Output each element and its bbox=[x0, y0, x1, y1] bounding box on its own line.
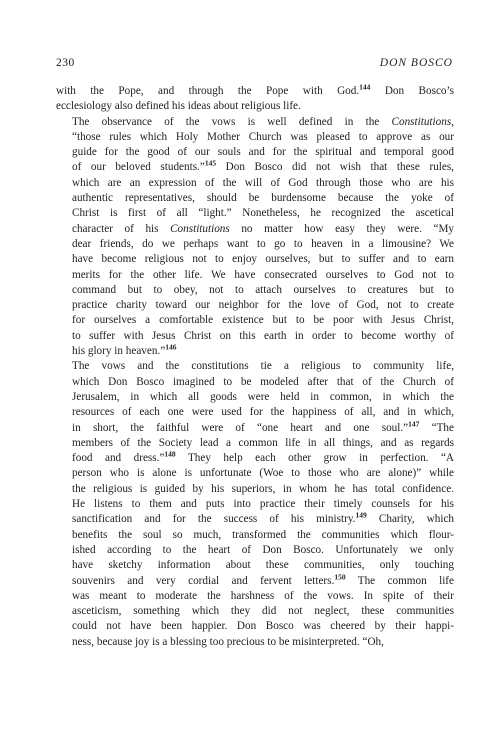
text-line: merits for the other life. We have consecrated ourselves to God not to bbox=[72, 268, 454, 281]
text-line: members of the Society lead a common life in all things, and as regards bbox=[72, 436, 454, 449]
italic-title: Constitutions bbox=[391, 115, 452, 128]
text-line: was meant to moderate the harshness of the vows. In spite of their bbox=[72, 589, 454, 602]
paragraph bbox=[56, 115, 454, 360]
text-line: the religious is guided by his superiors, in whom he has total confidence. bbox=[72, 482, 454, 495]
text-line: The vows and the constitutions tie a religious to community life, bbox=[72, 360, 454, 373]
page-number: 230 bbox=[56, 57, 75, 69]
text-line: for ourselves a comfortable existence but to be poor with Jesus Christ, bbox=[72, 314, 454, 327]
footnote-ref: 150 bbox=[334, 573, 346, 581]
paragraph bbox=[56, 359, 454, 650]
page-header bbox=[56, 57, 453, 73]
text-line: benefits the soul so much, transformed the communities which flour- bbox=[72, 528, 454, 541]
footnote-ref: 146 bbox=[165, 344, 177, 352]
text-line: command but to obey, not to attach ourselves to creatures but to bbox=[72, 283, 454, 296]
footnote-ref: 145 bbox=[204, 160, 217, 168]
footnote-ref: 148 bbox=[164, 451, 176, 459]
text-line: person who is alone is unfortunate (Woe to those who are alone)” while bbox=[72, 467, 454, 480]
text-line: in short, the faithful were of “one heart and one soul.”$^{147}$ “The bbox=[72, 420, 454, 434]
text-line: of our beloved students.”$^{145}$ Don Bosco did not wish that these rules, bbox=[72, 160, 454, 174]
text-line: guide for the good of our souls and for the spiritual and temporal good bbox=[72, 146, 454, 159]
footnote-ref: 144 bbox=[359, 84, 371, 92]
text-line: practice charity toward our neighbor for the love of God, not to create bbox=[72, 299, 454, 312]
text-line: ecclesiology also defined his ideas about religious life. bbox=[56, 100, 301, 113]
body-text bbox=[56, 84, 454, 650]
text-line: which Don Bosco imagined to be modeled after that of the Church of bbox=[72, 375, 454, 388]
text-line: food and dress.”$^{148}$ They help each other grow in perfection. “A bbox=[72, 451, 454, 465]
text-line: to suffer with Jesus Christ on this earth in order to become worthy of bbox=[72, 329, 454, 342]
text-line: ished according to the heart of Don Bosco. Unfortunately we only bbox=[72, 543, 454, 556]
text-line: which are an expression of the will of God through those who are his bbox=[72, 176, 454, 189]
text-line: Jerusalem, in which all goods were held in common, in which the bbox=[72, 390, 454, 403]
text-line: sanctification and for the success of his ministry.$^{149}$ Charity, which bbox=[72, 512, 454, 526]
text-line: The observance of the vows is well defined in the Constitutions, bbox=[72, 115, 454, 128]
text-line: Christ is first of all “light.” Nonetheless, he recognized the ascetical bbox=[72, 207, 454, 220]
text-line: character of his Constitutions no matter how easy they were. “My bbox=[72, 222, 454, 235]
text-line: dear friends, do we perhaps want to go to heaven in a limousine? We bbox=[72, 237, 454, 250]
running-head: DON BOSCO bbox=[379, 57, 453, 69]
text-line: with the Pope, and through the Pope with God.$^{144}$ Don Bosco’s bbox=[56, 84, 454, 97]
text-line: souvenirs and very cordial and fervent letters.$^{150}$ The common life bbox=[72, 573, 454, 587]
text-line: resources of each one were used for the happiness of all, and in which, bbox=[72, 406, 454, 419]
footnote-ref: 149 bbox=[355, 512, 367, 520]
text-line: asceticism, something which they did not neglect, these communities bbox=[72, 605, 454, 618]
text-line: have become religious not to enjoy ourselves, but to suffer and to earn bbox=[72, 253, 454, 266]
text-line: ness, because joy is a blessing too precious to be misinterpreted. “Oh, bbox=[72, 635, 384, 648]
text-line: He listens to them and puts into practice their timely counsels for his bbox=[72, 498, 454, 511]
text-line: his glory in heaven.”$^{146}$ bbox=[72, 344, 177, 358]
text-line: could not have been happier. Don Bosco was cheered by their happi- bbox=[72, 620, 454, 633]
text-line: authentic representatives, should be burdensome because the yoke of bbox=[72, 192, 454, 205]
italic-title: Constitutions bbox=[170, 222, 230, 235]
footnote-ref: 147 bbox=[408, 420, 420, 428]
text-line: have sketchy information about these communities, only touching bbox=[72, 559, 454, 572]
text-line: “those rules which Holy Mother Church was pleased to approve as our bbox=[72, 130, 454, 143]
paragraph bbox=[56, 84, 454, 115]
